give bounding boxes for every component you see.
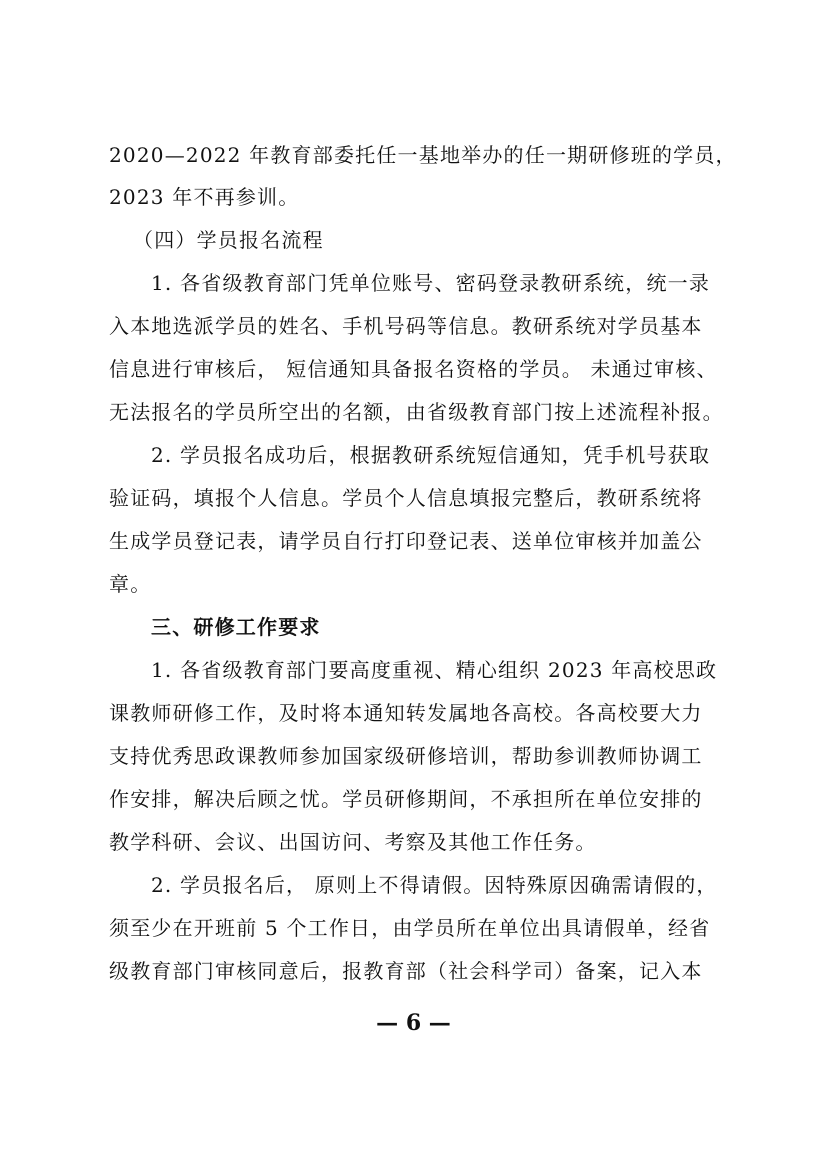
text-line: 2. 学员报名成功后，根据教研系统短信通知，凭手机号获取 — [151, 443, 711, 467]
text-line: 生成学员登记表，请学员自行打印登记表、送单位审核并加盖公 — [109, 529, 703, 553]
section-heading: 三、研修工作要求 — [151, 615, 321, 639]
text-line: 支持优秀思政课教师参加国家级研修培训，帮助参训教师协调工 — [109, 744, 703, 768]
text-line: 1. 各省级教育部门要高度重视、精心组织 2023 年高校思政 — [151, 658, 718, 682]
text-line: 1. 各省级教育部门凭单位账号、密码登录教研系统，统一录 — [151, 271, 711, 295]
text-line: 验证码，填报个人信息。学员个人信息填报完整后，教研系统将 — [109, 486, 703, 510]
text-line: 无法报名的学员所空出的名额，由省级教育部门按上述流程补报。 — [109, 400, 724, 424]
page-number: — 6 — — [376, 1010, 451, 1036]
text-line: 作安排，解决后顾之忧。学员研修期间，不承担所在单位安排的 — [109, 787, 703, 811]
text-line: 须至少在开班前 5 个工作日，由学员所在单位出具请假单，经省 — [109, 916, 711, 940]
text-line: 2020—2022 年教育部委托任一基地举办的任一期研修班的学员， — [109, 143, 737, 167]
text-line: 课教师研修工作，及时将本通知转发属地各高校。各高校要大力 — [109, 701, 703, 725]
text-line: 2023 年不再参训。 — [109, 185, 300, 209]
text-line: 章。 — [109, 572, 152, 596]
text-line: 信息进行审核后， 短信通知具备报名资格的学员。 未通过审核、 — [109, 357, 718, 381]
text-line: 教学科研、会议、出国访问、考察及其他工作任务。 — [109, 830, 597, 854]
text-line: 级教育部门审核同意后，报教育部（社会科学司）备案，记入本 — [109, 959, 703, 983]
text-line: 入本地选派学员的姓名、手机号码等信息。教研系统对学员基本 — [109, 314, 703, 338]
text-line: 2. 学员报名后， 原则上不得请假。因特殊原因确需请假的， — [151, 873, 718, 897]
section-heading: （四）学员报名流程 — [133, 228, 324, 252]
